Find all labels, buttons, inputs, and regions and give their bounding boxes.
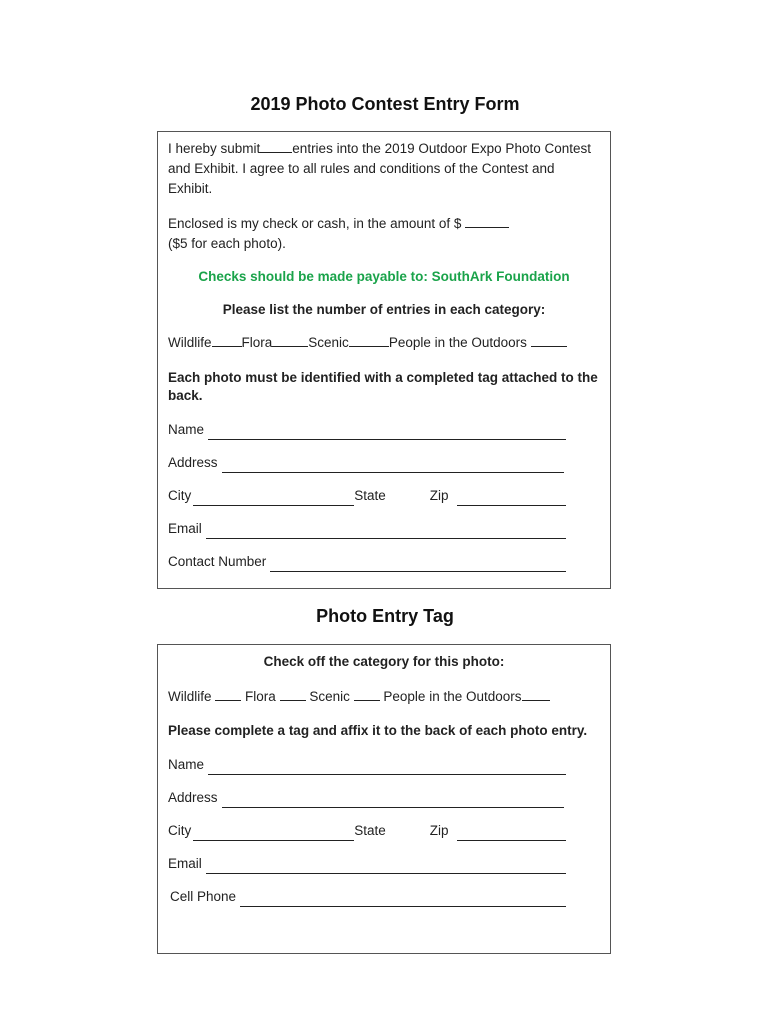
tag-address-field[interactable]	[168, 788, 564, 808]
submit-paragraph	[168, 138, 600, 199]
contact-label: Contact Number	[168, 554, 267, 569]
tag-phone-label: Cell Phone	[170, 889, 237, 904]
city-label: City	[168, 488, 192, 503]
entries-count-blank[interactable]	[260, 138, 292, 153]
category-people: People in the Outdoors	[388, 335, 527, 350]
checks-payable-note: Checks should be made payable to: SouthArk Foundation	[198, 269, 570, 284]
form-title: 2019 Photo Contest Entry Form	[250, 94, 520, 114]
category-flora: Flora	[241, 335, 273, 350]
category-count-row	[168, 332, 600, 353]
tag-name-label: Name	[168, 757, 205, 772]
tag-address-label: Address	[168, 790, 218, 805]
wildlife-count-blank[interactable]	[212, 332, 242, 347]
tag-category-row	[168, 686, 600, 707]
tag-category-scenic: Scenic	[309, 689, 350, 704]
enclosed-note: ($5 for each photo).	[168, 236, 286, 251]
tag-city-label: City	[168, 823, 192, 838]
flora-count-blank[interactable]	[272, 332, 308, 347]
city-line[interactable]	[193, 491, 354, 506]
submit-post-text: entries into the 2019 Outdoor Expo Photo Contest and Exhibit. I agree to all rules and conditions of the Contest and Exhibit.	[168, 141, 591, 196]
tag-category-people: People in the Outdoors	[383, 689, 522, 704]
tag-notice: Each photo must be identified with a completed tag attached to the back.	[168, 370, 598, 403]
category-wildlife: Wildlife	[168, 335, 212, 350]
name-line[interactable]	[208, 425, 566, 440]
tag-email-field[interactable]	[168, 854, 566, 874]
email-field[interactable]	[168, 519, 566, 539]
tag-flora-check[interactable]	[280, 686, 306, 701]
enclosed-paragraph	[168, 213, 600, 254]
tag-category-wildlife: Wildlife	[168, 689, 212, 704]
tag-email-line[interactable]	[206, 859, 566, 874]
amount-blank[interactable]	[465, 213, 509, 228]
state-label: State	[354, 488, 386, 503]
tag-city-line[interactable]	[193, 826, 354, 841]
zip-line[interactable]	[457, 491, 566, 506]
scenic-count-blank[interactable]	[349, 332, 389, 347]
entry-tag-box	[157, 644, 611, 954]
category-scenic: Scenic	[308, 335, 349, 350]
people-count-blank[interactable]	[531, 332, 567, 347]
tag-name-field[interactable]	[168, 755, 566, 775]
tag-phone-line[interactable]	[240, 892, 566, 907]
tag-wildlife-check[interactable]	[215, 686, 241, 701]
tag-zip-label: Zip	[429, 823, 449, 838]
tag-title: Photo Entry Tag	[316, 606, 454, 626]
tag-category-flora: Flora	[245, 689, 276, 704]
entry-form-box	[157, 131, 611, 589]
address-line[interactable]	[222, 458, 564, 473]
tag-zip-line[interactable]	[457, 826, 566, 841]
contact-line[interactable]	[270, 557, 566, 572]
tag-city-state-zip-row	[168, 821, 566, 841]
email-label: Email	[168, 521, 202, 536]
tag-check-heading: Check off the category for this photo:	[263, 654, 505, 669]
enclosed-text: Enclosed is my check or cash, in the amount of $	[168, 216, 462, 231]
city-state-zip-row	[168, 486, 566, 506]
tag-cell-phone-field[interactable]	[168, 887, 566, 907]
submit-pre-text: I hereby submit	[168, 141, 261, 156]
zip-label: Zip	[429, 488, 449, 503]
tag-state-label: State	[354, 823, 386, 838]
tag-people-check[interactable]	[522, 686, 550, 701]
list-heading: Please list the number of entries in each category:	[222, 302, 546, 317]
tag-address-line[interactable]	[222, 793, 564, 808]
name-field[interactable]	[168, 420, 566, 440]
address-label: Address	[168, 455, 218, 470]
name-label: Name	[168, 422, 205, 437]
contact-number-field[interactable]	[168, 552, 566, 572]
tag-scenic-check[interactable]	[354, 686, 380, 701]
email-line[interactable]	[206, 524, 566, 539]
tag-email-label: Email	[168, 856, 202, 871]
address-field[interactable]	[168, 453, 564, 473]
tag-instruction: Please complete a tag and affix it to the back of each photo entry.	[168, 723, 588, 738]
tag-name-line[interactable]	[208, 760, 566, 775]
